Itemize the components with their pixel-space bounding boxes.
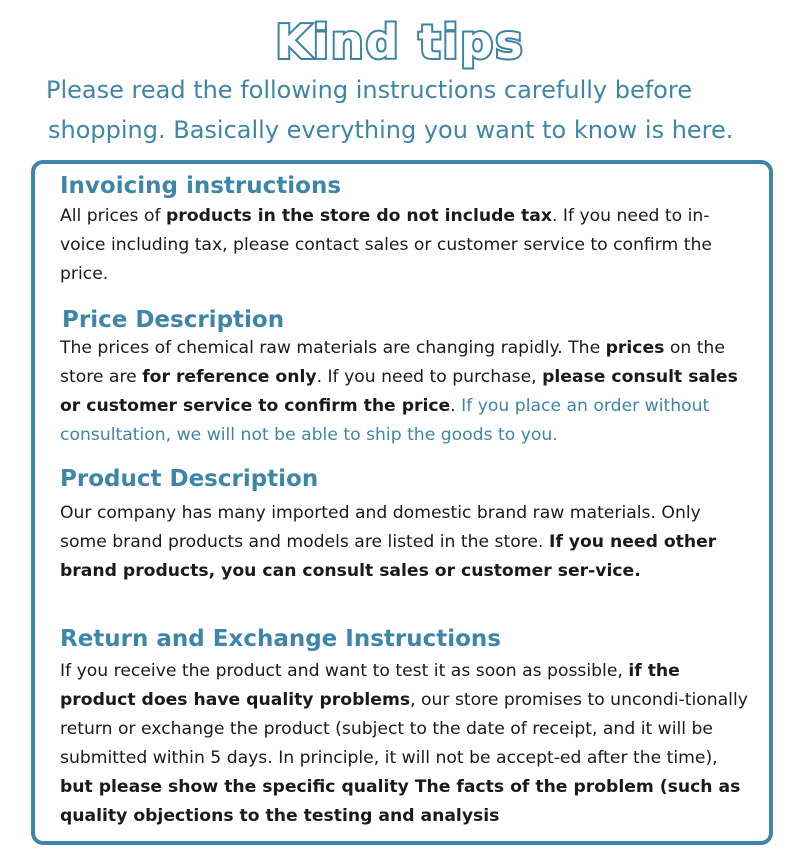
body-text: Our company has many imported and domestic brand raw materials. Only some brand products and models are listed in the store.: [60, 503, 701, 552]
emphasis-text: prices: [605, 338, 665, 358]
body-text: . If you need to purchase,: [316, 367, 543, 387]
section-body: [60, 499, 750, 586]
emphasis-text: products in the store do not include tax: [166, 206, 552, 226]
body-text: The prices of chemical raw materials are changing rapidly. The: [60, 338, 606, 358]
highlight-text: If you place an order without consultation, we will not be able to ship the goods to you.: [60, 396, 710, 445]
emphasis-text: if the product does have quality problems: [60, 661, 680, 710]
section-body: [60, 202, 750, 289]
body-text: . If you need to in-voice including tax, please contact sales or customer service to confirm the price.: [60, 206, 712, 284]
body-text: , our store promises to uncondi-tionally return or exchange the product (subject to the date of receipt, and it will be submitted within 5 days. In principle, it will not be accept-ed after the time),: [60, 690, 748, 768]
section-return: [60, 623, 750, 831]
section-title: Price Description: [62, 307, 285, 333]
section-invoicing: [60, 170, 750, 289]
body-text: on the store are: [60, 338, 725, 387]
section-title: Product Description: [60, 466, 319, 492]
subtitle-line-2: shopping. Basically everything you want to know is here.: [48, 116, 734, 144]
emphasis-text: but please show the specific quality The facts of the problem (such as quality objections to the testing and analysis: [60, 777, 741, 826]
section-title: Invoicing instructions: [60, 173, 342, 199]
section-body: [60, 657, 750, 831]
subtitle-line-1: Please read the following instructions carefully before: [46, 76, 692, 104]
body-text: If you receive the product and want to test it as soon as possible,: [60, 661, 629, 681]
emphasis-text: for reference only: [142, 367, 317, 387]
section-title: Return and Exchange Instructions: [60, 626, 501, 652]
emphasis-text: If you need other brand products, you can consult sales or customer ser-vice.: [60, 532, 717, 581]
instructions-card: [31, 160, 773, 845]
body-text: .: [450, 396, 462, 416]
section-price: [60, 304, 750, 450]
emphasis-text: please consult sales or customer service to confirm the price: [60, 367, 738, 416]
page-title: Kind tips: [275, 15, 525, 69]
section-body: [60, 334, 750, 450]
body-text: All prices of: [60, 206, 166, 226]
section-product: [60, 463, 750, 586]
page-subtitle: [46, 70, 786, 150]
